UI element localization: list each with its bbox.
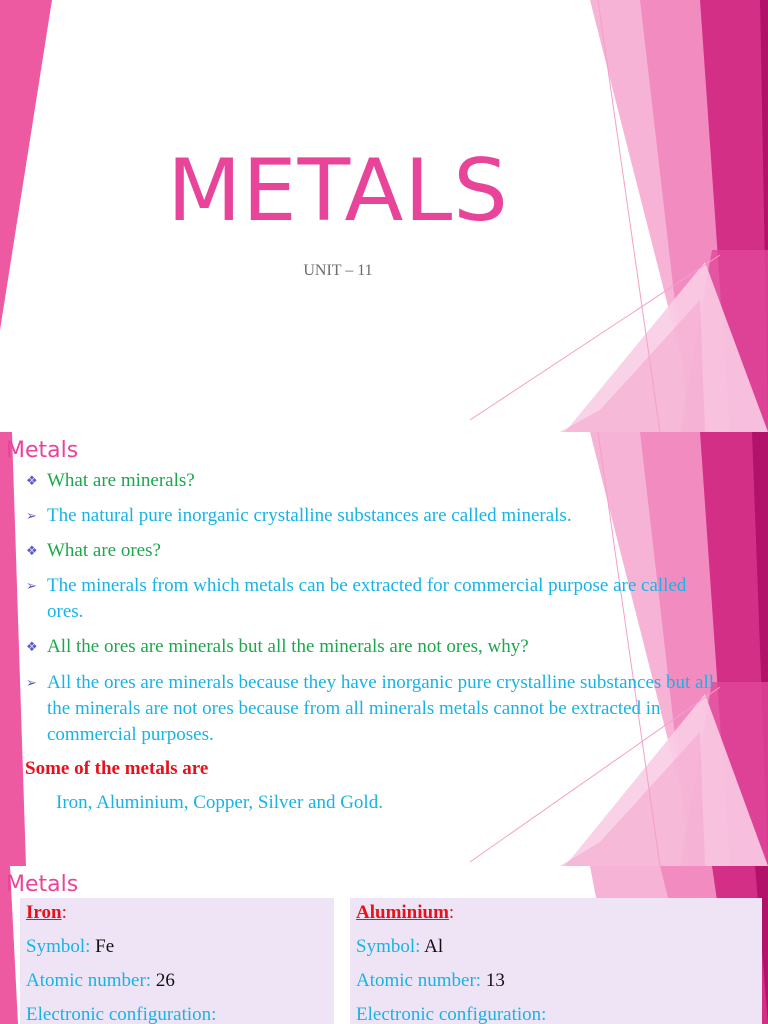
atomic-number-row: Atomic number: 13 xyxy=(356,970,505,991)
diamond-bullet-icon: ❖ xyxy=(26,543,38,558)
arrow-bullet-icon: ➢ xyxy=(26,578,37,593)
symbol-row: Symbol: Fe xyxy=(26,936,115,957)
atomic-number-row: Atomic number: 26 xyxy=(26,970,175,991)
metals-list-heading: Some of the metals are xyxy=(25,758,209,779)
iron-card xyxy=(20,898,334,1024)
metal-name: Iron: xyxy=(26,902,67,923)
bullet-answer-3: ➢ All the ores are minerals because they have inorganic pure crystalline substances but all the minerals are not ores because from all minerals metals cannot be extracted in commercial purposes. xyxy=(26,672,715,745)
metals-list: Iron, Aluminium, Copper, Silver and Gold. xyxy=(56,792,383,813)
diamond-bullet-icon: ❖ xyxy=(26,473,38,488)
bullet-question-1: ❖ What are minerals? xyxy=(26,468,716,494)
slide-metals-questions xyxy=(0,432,768,866)
metal-name: Aluminium: xyxy=(356,902,455,923)
electronic-configuration-row: Electronic configuration: xyxy=(26,1004,217,1024)
slide-metal-details xyxy=(0,866,768,1024)
presentation-subtitle: UNIT – 11 xyxy=(303,262,373,279)
electronic-configuration-row: Electronic configuration: xyxy=(356,1004,547,1024)
bullet-question-2: ❖ What are ores? xyxy=(26,538,716,564)
diamond-bullet-icon: ❖ xyxy=(26,639,38,654)
bullet-question-3: ❖ All the ores are minerals but all the minerals are not ores, why? xyxy=(26,634,716,660)
bullet-answer-1: ➢ The natural pure inorganic crystalline substances are called minerals. xyxy=(26,503,716,529)
arrow-bullet-icon: ➢ xyxy=(26,675,37,690)
slide-heading: Metals xyxy=(6,872,79,897)
slide-title xyxy=(0,0,768,432)
arrow-bullet-icon: ➢ xyxy=(26,508,37,523)
slide-heading: Metals xyxy=(6,438,79,463)
presentation-title: METALS xyxy=(167,141,509,241)
symbol-row: Symbol: Al xyxy=(356,936,444,957)
bullet-answer-2: ➢ The minerals from which metals can be extracted for commercial purpose are called ores. xyxy=(26,575,687,622)
aluminium-card xyxy=(350,898,762,1024)
